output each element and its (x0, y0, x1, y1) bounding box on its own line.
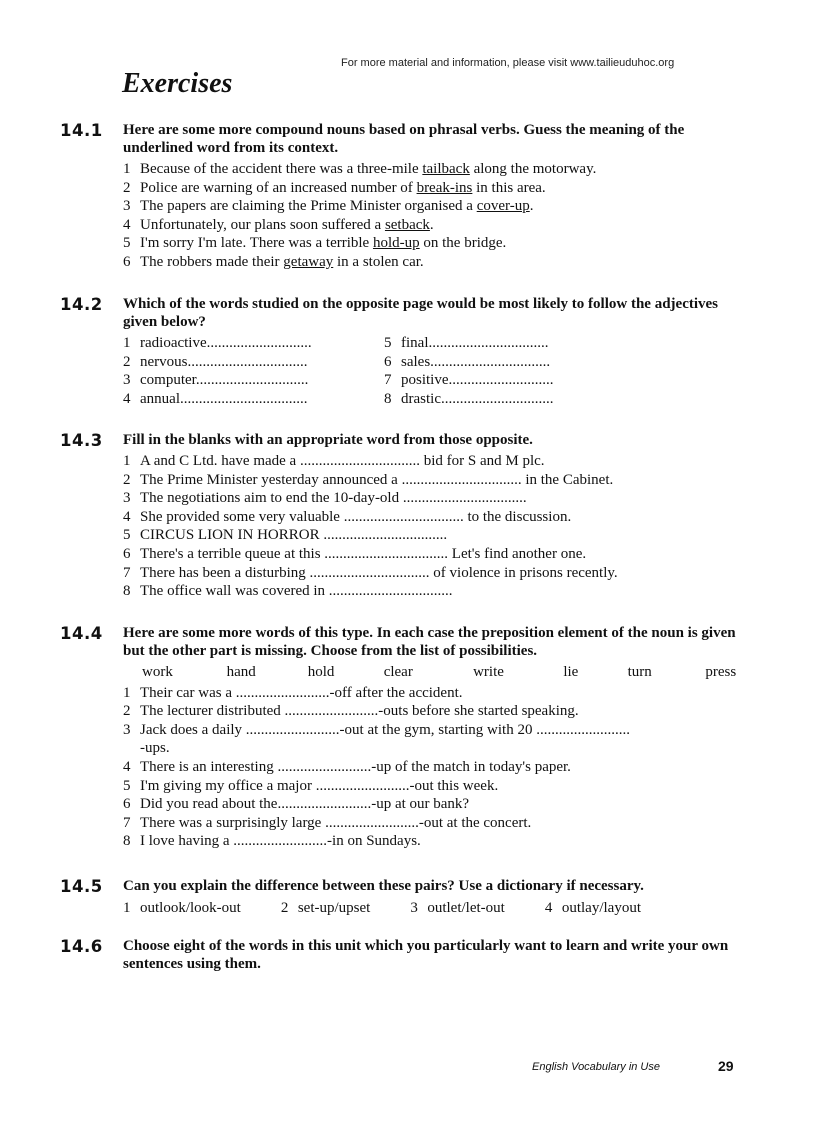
word-option: hold (307, 664, 335, 680)
list-item (384, 353, 629, 372)
exercise-instruction: Which of the words studied on the opposite page would be most likely to follow the adjectives given below? (123, 296, 719, 330)
word-option: clear (383, 664, 413, 680)
word-option: hand (226, 664, 256, 680)
item-number: 6 (123, 796, 131, 813)
pair-item (410, 899, 504, 918)
exercise-instruction: Fill in the blanks with an appropriate word from those opposite. (123, 432, 533, 448)
item-number: 4 (123, 508, 131, 525)
list-item (384, 390, 629, 409)
item-text: Because of the accident there was a three-mile (140, 161, 423, 177)
list-item (123, 526, 738, 545)
word-option: turn (627, 664, 652, 680)
item-number: 1 (123, 161, 131, 177)
footer-book-title: English Vocabulary in Use (532, 1061, 660, 1073)
item-number: 7 (123, 814, 131, 831)
item-number: 8 (384, 390, 392, 407)
header-note: For more material and information, please visit www.tailieuduhoc.org (341, 57, 675, 69)
item-text: The robbers made their (140, 253, 284, 270)
underlined-word: tailback (422, 161, 470, 177)
item-number: 3 (410, 900, 418, 916)
exercise-body (123, 121, 738, 272)
item-text: I love having a .........................-in on Sundays. (140, 833, 421, 850)
item-number: 1 (123, 684, 131, 701)
page-number: 29 (718, 1058, 734, 1074)
item-number: 4 (123, 216, 131, 233)
list-item (123, 684, 738, 703)
item-number: 5 (384, 335, 392, 351)
pair-list (123, 899, 738, 918)
item-text: I'm giving my office a major .........................-out this week. (140, 777, 499, 794)
item-number: 2 (123, 179, 131, 196)
list-item (123, 508, 738, 527)
exercise-body (123, 431, 738, 601)
list-item (123, 489, 738, 508)
list-item (123, 334, 368, 353)
item-number: 5 (123, 777, 131, 794)
item-text: Police are warning of an increased number of (140, 179, 417, 196)
list-item (123, 721, 738, 740)
item-number: 2 (123, 471, 131, 488)
list-item (123, 471, 738, 490)
item-text: outlook/look-out (140, 900, 241, 916)
item-number: 1 (123, 900, 131, 916)
underlined-word: break-ins (416, 179, 473, 196)
item-text: in this area. (472, 179, 546, 196)
exercise-number: 14.1 (60, 121, 103, 140)
exercise-instruction: Here are some more words of this type. In each case the preposition element of the noun is given but the other part is missing. Choose from the list of possibilities. (123, 625, 736, 659)
item-text: She provided some very valuable ................................ to the discussion. (140, 508, 572, 525)
item-number: 8 (123, 583, 131, 600)
item-text: Unfortunately, our plans soon suffered a (140, 216, 385, 233)
exercise-number: 14.5 (60, 877, 103, 896)
item-number: 1 (123, 453, 131, 469)
item-number: 2 (123, 703, 131, 720)
item-number: 8 (123, 833, 131, 850)
list-item (123, 564, 738, 583)
pair-item (281, 899, 371, 918)
item-text: nervous................................ (140, 353, 308, 370)
item-number: 4 (123, 390, 131, 407)
right-column (384, 334, 629, 408)
item-number: 3 (123, 721, 131, 738)
exercise-instruction: Can you explain the difference between these pairs? Use a dictionary if necessary. (123, 878, 644, 894)
item-number: 3 (123, 198, 131, 215)
underlined-word: setback (384, 216, 430, 233)
item-text: outlet/let-out (427, 900, 505, 916)
list-item (123, 216, 738, 235)
pair-item (545, 899, 641, 918)
item-text: set-up/upset (297, 900, 371, 916)
item-text: drastic.............................. (401, 390, 554, 407)
item-text: . (429, 216, 434, 233)
item-text: There has been a disturbing ................................ of violence in prisons recently. (140, 564, 618, 581)
item-text: There was a surprisingly large .........................-out at the concert. (140, 814, 532, 831)
exercise-items (123, 160, 738, 272)
word-option: press (705, 664, 737, 680)
item-text: The papers are claiming the Prime Minister organised a (140, 198, 477, 215)
word-option: write (473, 664, 504, 680)
item-text: There's a terrible queue at this ................................. Let's find another one. (140, 545, 587, 562)
list-item (123, 452, 738, 471)
item-text: The negotiations aim to end the 10-day-old ................................. (140, 490, 527, 507)
list-item (123, 253, 738, 272)
two-column-list (123, 334, 738, 408)
item-number: 7 (123, 564, 131, 581)
item-text: final................................ (401, 335, 549, 351)
item-text: I'm sorry I'm late. There was a terrible (140, 235, 373, 252)
exercise-number: 14.2 (60, 295, 103, 314)
item-text: Their car was a .........................-off after the accident. (140, 684, 463, 701)
item-text: radioactive............................ (140, 335, 312, 351)
word-option: work (142, 664, 173, 680)
item-number: 2 (123, 353, 131, 370)
exercise-instruction: Here are some more compound nouns based on phrasal verbs. Guess the meaning of the underlined word from its context. (123, 122, 685, 156)
item-number: 2 (280, 900, 289, 916)
item-number: 3 (123, 372, 131, 389)
exercise-body (123, 624, 738, 851)
list-item (123, 582, 738, 601)
item-text: computer.............................. (140, 372, 309, 389)
list-item (384, 371, 629, 390)
item-text: Jack does a daily .........................-out at the gym, starting with 20 ......................... (140, 721, 630, 738)
item-number: 3 (123, 490, 131, 507)
item-number: 7 (384, 372, 392, 389)
item-text: The office wall was covered in ................................. (140, 583, 453, 600)
underlined-word: getaway (283, 253, 334, 270)
item-number: 1 (123, 335, 131, 351)
list-item (123, 545, 738, 564)
item-text: The Prime Minister yesterday announced a ................................ in the Cabinet. (140, 471, 614, 488)
item-text: The lecturer distributed .........................-outs before she started speaking. (140, 703, 579, 720)
item-text: -ups. (140, 740, 170, 757)
exercise-number: 14.3 (60, 431, 103, 450)
item-text: Did you read about the.........................-up at our bank? (140, 796, 470, 813)
item-text: outlay/layout (561, 900, 641, 916)
item-text: sales................................ (401, 353, 551, 370)
item-number: 6 (384, 353, 392, 370)
word-list (142, 663, 738, 682)
exercise-items (123, 452, 738, 601)
item-number: 5 (123, 527, 131, 544)
list-item (123, 160, 738, 179)
list-item (123, 777, 738, 796)
item-number: 4 (544, 900, 553, 916)
list-item (123, 702, 738, 721)
list-item (123, 179, 738, 198)
list-item (384, 334, 629, 353)
item-number: 6 (123, 253, 131, 270)
left-column (123, 334, 368, 408)
word-option: lie (563, 664, 579, 680)
underlined-word: cover-up (476, 198, 530, 215)
item-text: positive............................ (401, 372, 554, 389)
list-item (123, 197, 738, 216)
pair-item (123, 899, 241, 918)
exercise-items (123, 684, 738, 851)
list-item (123, 353, 368, 372)
list-item (123, 234, 738, 253)
item-text: on the bridge. (419, 235, 507, 252)
item-text: along the motorway. (469, 161, 597, 177)
item-text: in a stolen car. (333, 253, 424, 270)
exercise-body (123, 937, 738, 973)
list-item (123, 814, 738, 833)
list-item (123, 371, 368, 390)
exercise-number: 14.4 (60, 624, 103, 643)
underlined-word: hold-up (372, 235, 420, 252)
item-number: 4 (123, 758, 131, 775)
exercise-instruction: Choose eight of the words in this unit which you particularly want to learn and write your own sentences using them. (123, 938, 729, 972)
exercise-body (123, 295, 738, 408)
item-text: annual.................................. (140, 390, 308, 407)
item-text: . (529, 198, 534, 215)
list-item (123, 832, 738, 851)
list-item (123, 795, 738, 814)
list-item (123, 739, 738, 758)
page-title: Exercises (122, 68, 233, 99)
item-text: A and C Ltd. have made a ................................ bid for S and M plc. (140, 453, 545, 469)
exercise-number: 14.6 (60, 937, 103, 956)
item-number: 5 (123, 235, 131, 252)
item-text: There is an interesting .........................-up of the match in today's paper. (140, 758, 571, 775)
item-text: CIRCUS LION IN HORROR ................................. (140, 527, 448, 544)
list-item (123, 758, 738, 777)
item-number: 6 (123, 545, 131, 562)
exercise-body (123, 877, 738, 918)
list-item (123, 390, 368, 409)
